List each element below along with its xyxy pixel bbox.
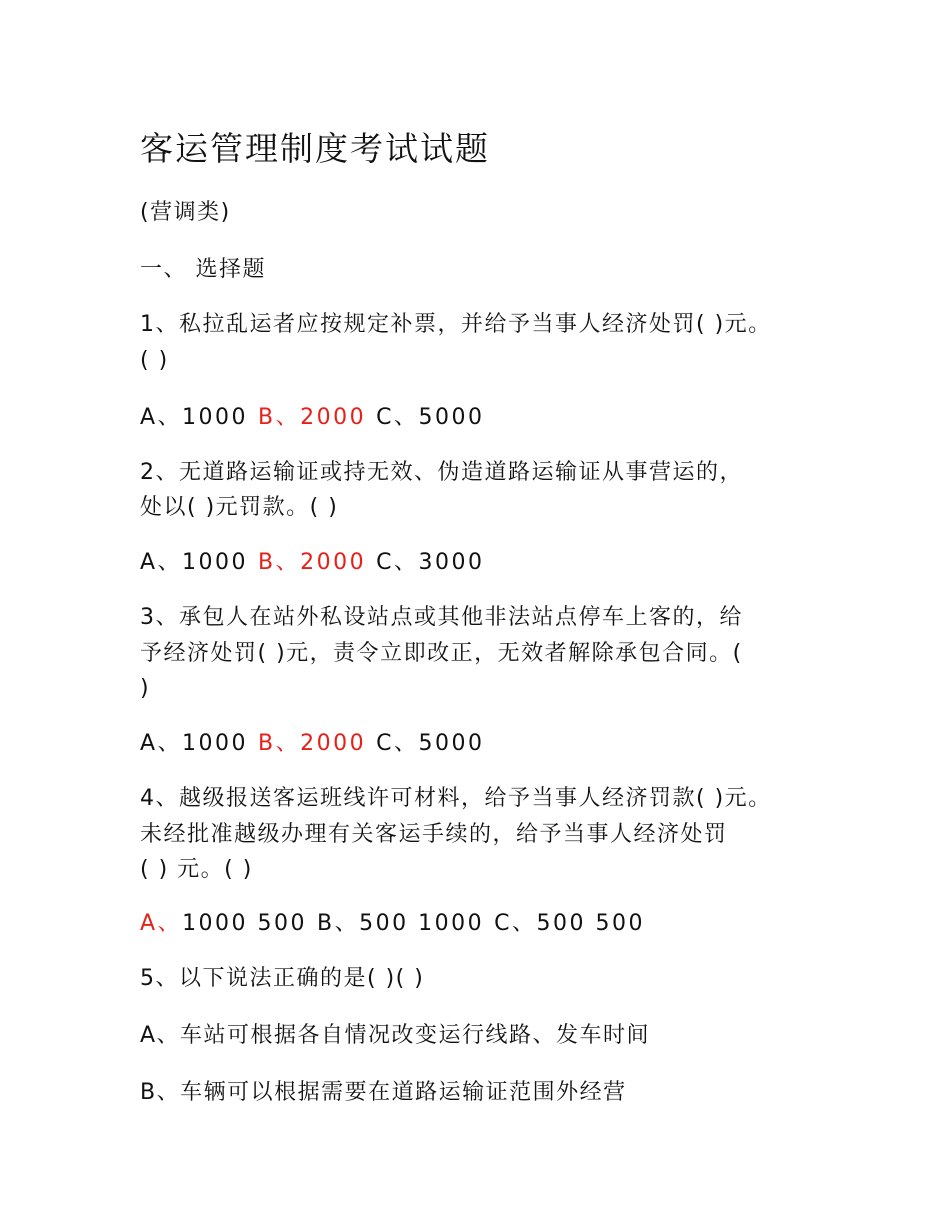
option-b: B、500 1000	[317, 911, 485, 936]
subtitle: (营调类)	[140, 200, 231, 225]
question-1-options	[140, 401, 485, 435]
option-a: A、1000	[140, 550, 249, 575]
question-4-line-3: ( ) 元。( )	[140, 857, 253, 882]
question-2-options	[140, 546, 485, 580]
question-3-line-1: 3、承包人在站外私设站点或其他非法站点停车上客的，给	[140, 605, 743, 630]
question-4-line-1: 4、越级报送客运班线许可材料，给予当事人经济罚款( )元。	[140, 786, 772, 811]
question-1-line-2: ( )	[140, 348, 169, 373]
option-b-answer: B、2000	[258, 405, 367, 430]
option-c: C、5000	[376, 405, 485, 430]
option-a: 1000 500	[182, 911, 308, 936]
option-a-prefix-answer: A、	[140, 911, 183, 936]
option-a: A、1000	[140, 731, 249, 756]
question-4-options	[140, 907, 645, 941]
option-b-answer: B、2000	[258, 550, 367, 575]
question-2-line-2: 处以( )元罚款。( )	[140, 495, 339, 520]
option-c: C、5000	[376, 731, 485, 756]
question-5-line-1: 5、以下说法正确的是( )( )	[140, 966, 425, 991]
option-b-answer: B、2000	[258, 731, 367, 756]
section-heading: 一、 选择题	[140, 257, 266, 282]
question-4-line-2: 未经批准越级办理有关客运手续的，给予当事人经济处罚	[140, 822, 728, 847]
question-1-line-1: 1、私拉乱运者应按规定补票，并给予当事人经济处罚( )元。	[140, 312, 772, 337]
question-3-line-2: 予经济处罚( )元，责令立即改正，无效者解除承包合同。(	[140, 641, 743, 666]
question-2-line-1: 2、无道路运输证或持无效、伪造道路运输证从事营运的，	[140, 460, 743, 485]
page-title: 客运管理制度考试试题	[140, 129, 490, 168]
question-3-line-3: )	[140, 676, 151, 701]
option-c: C、3000	[376, 550, 485, 575]
question-5-choice-b: B、车辆可以根据需要在道路运输证范围外经营	[140, 1080, 627, 1105]
option-a: A、1000	[140, 405, 249, 430]
option-c: C、500 500	[494, 911, 645, 936]
question-5-choice-a: A、车站可根据各自情况改变运行线路、发车时间	[140, 1023, 651, 1048]
question-3-options	[140, 727, 485, 761]
